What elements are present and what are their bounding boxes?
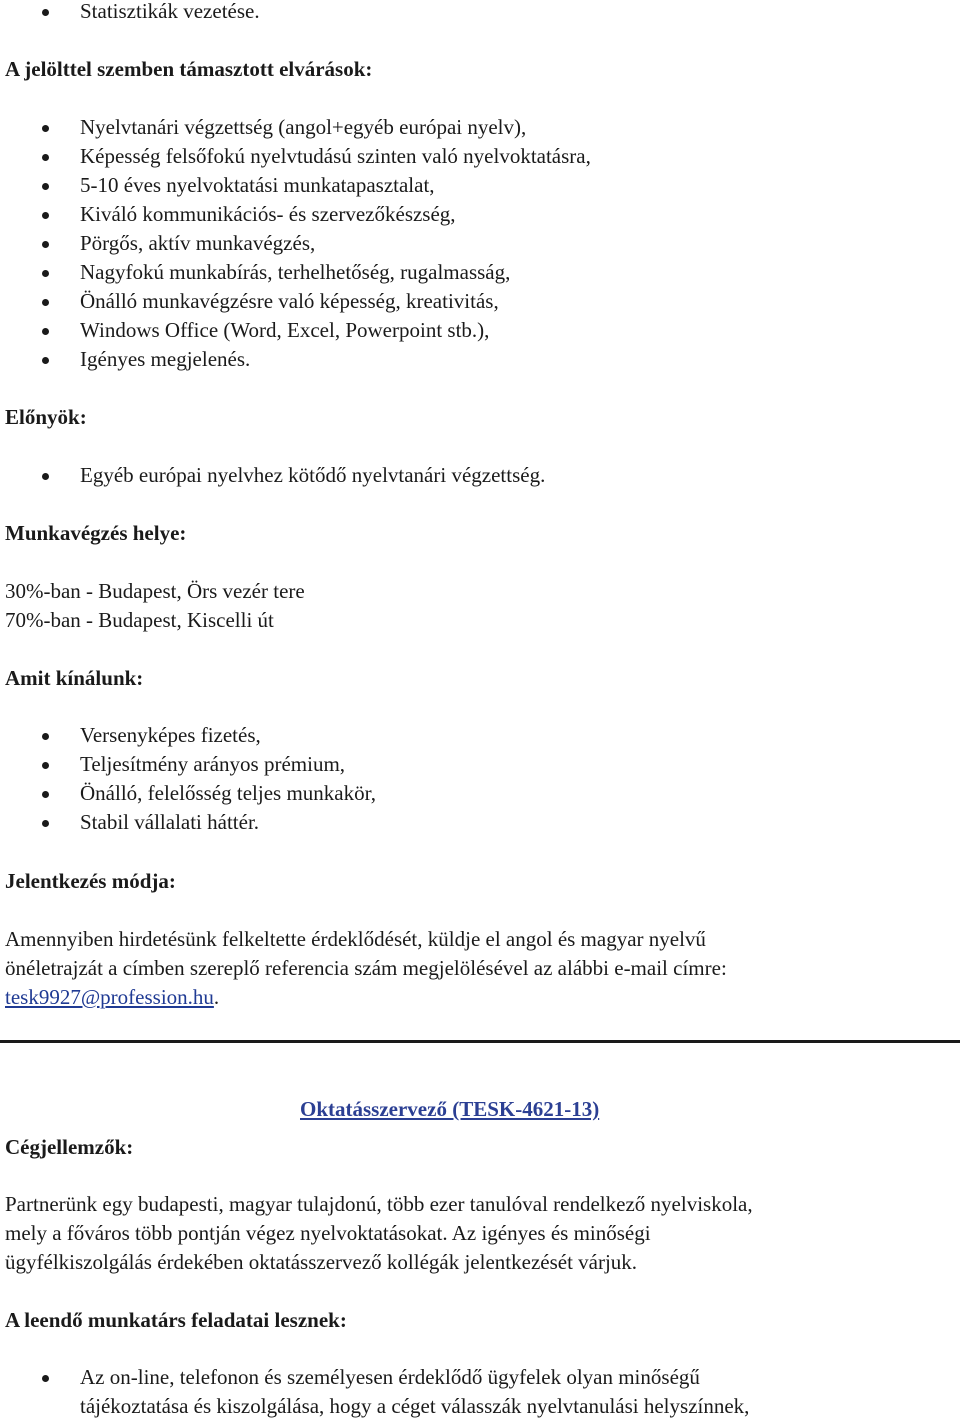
apply-heading: Jelentkezés módja: <box>5 869 176 893</box>
list-item: Az on-line, telefonon és személyesen érdeklődő ügyfelek olyan minőségű <box>0 1363 700 1392</box>
email-link[interactable]: tesk9927@profession.hu <box>5 985 214 1009</box>
top-bullet-list <box>0 0 260 26</box>
list-item: Kiváló kommunikációs- és szervezőkészség, <box>0 200 591 229</box>
offer-list <box>0 721 376 837</box>
company-line: ügyfélkiszolgálás érdekében oktatásszervező kollégák jelentkezését várjuk. <box>5 1250 638 1274</box>
list-item: Önálló munkavégzésre való képesség, kreativitás, <box>0 287 591 316</box>
company-line: Partnerünk egy budapesti, magyar tulajdonú, több ezer tanulóval rendelkező nyelviskola, <box>5 1192 753 1216</box>
list-item: Versenyképes fizetés, <box>0 721 376 750</box>
list-item: Igényes megjelenés. <box>0 345 591 374</box>
horizontal-rule <box>0 1040 960 1043</box>
job-title-link[interactable]: Oktatásszervező (TESK-4621-13) <box>300 1097 600 1121</box>
advantages-list <box>0 461 545 490</box>
list-item: Pörgős, aktív munkavégzés, <box>0 229 591 258</box>
list-item: Statisztikák vezetése. <box>0 0 260 26</box>
company-line: mely a főváros több pontján végez nyelvoktatásokat. Az igényes és minőségi <box>5 1221 651 1245</box>
workplace-line: 70%-ban - Budapest, Kiscelli út <box>5 608 274 632</box>
list-item: Windows Office (Word, Excel, Powerpoint stb.), <box>0 316 591 345</box>
list-item: Önálló, felelősség teljes munkakör, <box>0 779 376 808</box>
apply-line: önéletrajzát a címben szereplő referencia szám megjelölésével az alábbi e-mail címre: <box>5 956 727 980</box>
list-item: Egyéb európai nyelvhez kötődő nyelvtanári végzettség. <box>0 461 545 490</box>
requirements-list <box>0 113 591 374</box>
list-item: Nyelvtanári végzettség (angol+egyéb európai nyelv), <box>0 113 591 142</box>
apply-paragraph <box>5 925 727 1012</box>
list-item: Képesség felsőfokú nyelvtudású szinten való nyelvoktatásra, <box>0 142 591 171</box>
tasks-list <box>0 1363 700 1392</box>
apply-line: Amennyiben hirdetésünk felkeltette érdeklődését, küldje el angol és magyar nyelvű <box>5 927 706 951</box>
email-suffix: . <box>213 985 220 1009</box>
offer-heading: Amit kínálunk: <box>5 666 144 690</box>
list-item: Teljesítmény arányos prémium, <box>0 750 376 779</box>
tasks-heading: A leendő munkatárs feladatai lesznek: <box>5 1308 347 1332</box>
company-paragraph <box>5 1190 753 1277</box>
apply-email-line <box>5 983 727 1012</box>
requirements-heading: A jelölttel szemben támasztott elvárások: <box>5 57 373 81</box>
list-item: 5-10 éves nyelvoktatási munkatapasztalat, <box>0 171 591 200</box>
list-item: Nagyfokú munkabírás, terhelhetőség, rugalmasság, <box>0 258 591 287</box>
advantages-heading: Előnyök: <box>5 405 87 429</box>
list-item: Stabil vállalati háttér. <box>0 808 376 837</box>
tasks-continuation: tájékoztatása és kiszolgálása, hogy a céget válasszák nyelvtanulási helyszínnek, <box>80 1394 750 1418</box>
workplace-heading: Munkavégzés helye: <box>5 521 187 545</box>
company-heading: Cégjellemzők: <box>5 1135 134 1159</box>
workplace-line: 30%-ban - Budapest, Örs vezér tere <box>5 579 305 603</box>
